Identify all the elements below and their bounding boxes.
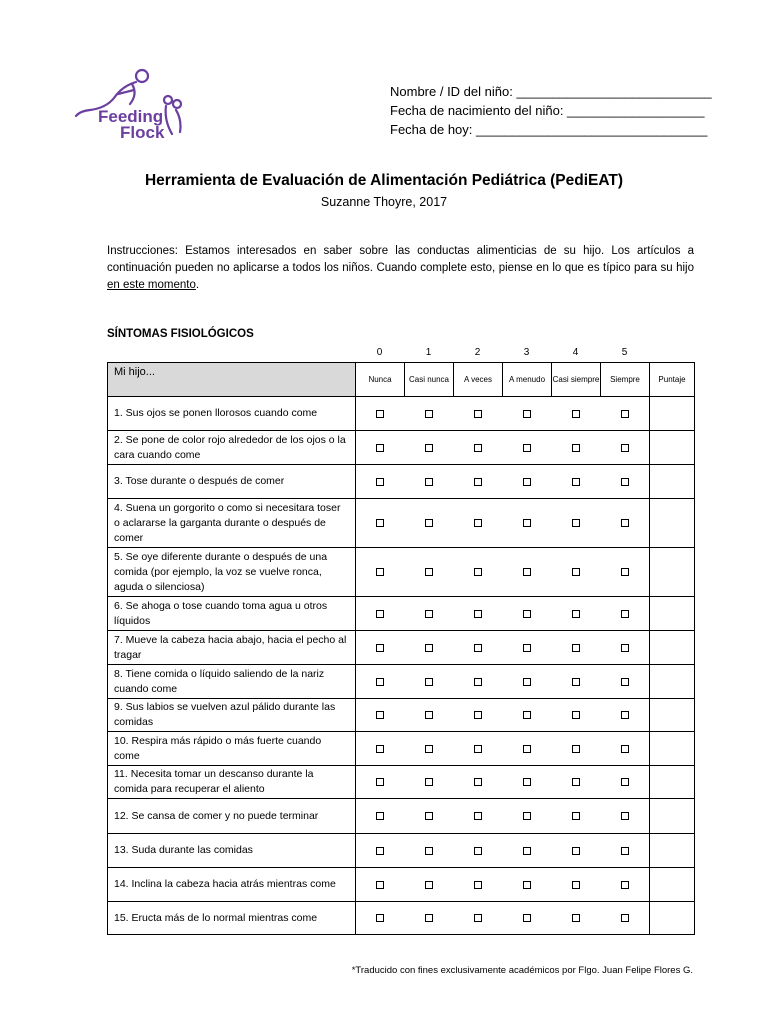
- answer-checkbox[interactable]: [621, 644, 629, 652]
- answer-checkbox[interactable]: [572, 444, 580, 452]
- answer-checkbox[interactable]: [523, 745, 531, 753]
- table-row: [108, 732, 695, 766]
- answer-cell: [405, 548, 454, 597]
- answer-checkbox[interactable]: [523, 847, 531, 855]
- answer-cell: [454, 499, 503, 548]
- answer-checkbox[interactable]: [523, 644, 531, 652]
- answer-cell: [601, 766, 650, 799]
- answer-checkbox[interactable]: [376, 914, 384, 922]
- answer-cell: [601, 868, 650, 902]
- section-title: SÍNTOMAS FISIOLÓGICOS: [107, 328, 254, 340]
- answer-cell: [503, 465, 552, 499]
- answer-checkbox[interactable]: [572, 881, 580, 889]
- answer-cell: [454, 766, 503, 799]
- answer-checkbox[interactable]: [621, 568, 629, 576]
- table-row: [108, 631, 695, 665]
- scale-number: 3: [523, 347, 530, 358]
- answer-checkbox[interactable]: [523, 711, 531, 719]
- answer-cell: [454, 397, 503, 431]
- answer-cell: [356, 548, 405, 597]
- answer-cell: [601, 431, 650, 465]
- answer-checkbox[interactable]: [523, 478, 531, 486]
- answer-cell: [356, 902, 405, 935]
- answer-checkbox[interactable]: [425, 568, 433, 576]
- answer-checkbox[interactable]: [572, 610, 580, 618]
- answer-checkbox[interactable]: [621, 812, 629, 820]
- feeding-flock-logo: [72, 64, 190, 142]
- answer-cell: [405, 732, 454, 766]
- question-text: 12. Se cansa de comer y no puede terminar: [108, 799, 356, 834]
- answer-cell: [454, 548, 503, 597]
- answer-cell: [356, 868, 405, 902]
- answer-cell: [503, 732, 552, 766]
- answer-cell: [405, 597, 454, 631]
- scale-number: 4: [572, 347, 579, 358]
- answer-checkbox[interactable]: [425, 678, 433, 686]
- answer-checkbox[interactable]: [621, 881, 629, 889]
- answer-checkbox[interactable]: [523, 778, 531, 786]
- instructions-end: .: [195, 279, 200, 291]
- answer-checkbox[interactable]: [376, 410, 384, 418]
- score-cell[interactable]: [650, 548, 695, 597]
- answer-cell: [454, 799, 503, 834]
- answer-cell: [454, 834, 503, 868]
- answer-checkbox[interactable]: [474, 847, 482, 855]
- score-cell[interactable]: [650, 834, 695, 868]
- header-option: Casi nunca: [405, 363, 454, 397]
- answer-checkbox[interactable]: [523, 914, 531, 922]
- answer-cell: [454, 732, 503, 766]
- answer-cell: [601, 631, 650, 665]
- score-cell[interactable]: [650, 597, 695, 631]
- answer-checkbox[interactable]: [523, 881, 531, 889]
- answer-checkbox[interactable]: [474, 610, 482, 618]
- answer-cell: [356, 597, 405, 631]
- answer-cell: [552, 834, 601, 868]
- answer-checkbox[interactable]: [474, 778, 482, 786]
- answer-checkbox[interactable]: [621, 847, 629, 855]
- score-cell[interactable]: [650, 631, 695, 665]
- answer-checkbox[interactable]: [376, 610, 384, 618]
- scale-number: 2: [474, 347, 481, 358]
- answer-checkbox[interactable]: [376, 711, 384, 719]
- answer-checkbox[interactable]: [376, 519, 384, 527]
- logo-text-feeding: Feeding: [98, 107, 164, 126]
- answer-checkbox[interactable]: [621, 478, 629, 486]
- header-option: A menudo: [503, 363, 552, 397]
- table-row: [108, 902, 695, 935]
- table-row: [108, 397, 695, 431]
- answer-checkbox[interactable]: [425, 914, 433, 922]
- answer-cell: [405, 499, 454, 548]
- answer-checkbox[interactable]: [425, 881, 433, 889]
- answer-checkbox[interactable]: [523, 812, 531, 820]
- answer-cell: [503, 397, 552, 431]
- table-row: [108, 766, 695, 799]
- score-cell[interactable]: [650, 799, 695, 834]
- answer-cell: [454, 665, 503, 699]
- table-row: [108, 465, 695, 499]
- header-item: Mi hijo...: [108, 363, 356, 397]
- answer-cell: [454, 699, 503, 732]
- answer-cell: [503, 834, 552, 868]
- answer-cell: [454, 431, 503, 465]
- score-cell[interactable]: [650, 868, 695, 902]
- translation-footnote: *Traducido con fines exclusivamente académicos por Flgo. Juan Felipe Flores G.: [351, 965, 693, 976]
- patient-info-block: [390, 82, 712, 139]
- answer-checkbox[interactable]: [425, 444, 433, 452]
- answer-checkbox[interactable]: [376, 644, 384, 652]
- answer-checkbox[interactable]: [572, 778, 580, 786]
- header-option: Nunca: [356, 363, 405, 397]
- answer-checkbox[interactable]: [474, 881, 482, 889]
- scale-number: 1: [425, 347, 432, 358]
- answer-checkbox[interactable]: [474, 644, 482, 652]
- answer-cell: [552, 868, 601, 902]
- answer-cell: [601, 732, 650, 766]
- answer-cell: [356, 631, 405, 665]
- table-row: [108, 868, 695, 902]
- question-text: 4. Suena un gorgorito o como si necesitara toser o aclararse la garganta durante o después de comer: [108, 499, 356, 548]
- answer-checkbox[interactable]: [376, 847, 384, 855]
- score-cell[interactable]: [650, 465, 695, 499]
- answer-checkbox[interactable]: [523, 410, 531, 418]
- answer-cell: [503, 902, 552, 935]
- answer-checkbox[interactable]: [621, 745, 629, 753]
- answer-checkbox[interactable]: [425, 812, 433, 820]
- answer-cell: [552, 597, 601, 631]
- answer-cell: [356, 665, 405, 699]
- answer-cell: [601, 699, 650, 732]
- answer-cell: [601, 397, 650, 431]
- answer-cell: [503, 597, 552, 631]
- answer-cell: [503, 548, 552, 597]
- answer-checkbox[interactable]: [425, 711, 433, 719]
- answer-checkbox[interactable]: [523, 519, 531, 527]
- question-text: 10. Respira más rápido o más fuerte cuando come: [108, 732, 356, 766]
- answer-checkbox[interactable]: [425, 644, 433, 652]
- answer-checkbox[interactable]: [523, 610, 531, 618]
- answer-cell: [454, 902, 503, 935]
- instructions: [107, 243, 694, 294]
- score-cell[interactable]: [650, 431, 695, 465]
- answer-cell: [601, 902, 650, 935]
- table-header-row: [108, 363, 695, 397]
- answer-checkbox[interactable]: [621, 914, 629, 922]
- scale-numbers: [355, 347, 649, 361]
- answer-checkbox[interactable]: [474, 745, 482, 753]
- answer-cell: [601, 834, 650, 868]
- answer-checkbox[interactable]: [376, 778, 384, 786]
- answer-cell: [552, 631, 601, 665]
- table-row: [108, 834, 695, 868]
- answer-checkbox[interactable]: [376, 678, 384, 686]
- answer-cell: [454, 597, 503, 631]
- child-name-field[interactable]: Nombre / ID del niño: ___________________________: [390, 84, 712, 99]
- answer-cell: [405, 902, 454, 935]
- answer-cell: [405, 799, 454, 834]
- answer-checkbox[interactable]: [572, 847, 580, 855]
- symptoms-table: [107, 362, 695, 935]
- answer-checkbox[interactable]: [474, 410, 482, 418]
- answer-checkbox[interactable]: [572, 745, 580, 753]
- table-row: [108, 499, 695, 548]
- document-title: Herramienta de Evaluación de Alimentación Pediátrica (PediEAT): [144, 172, 624, 189]
- answer-checkbox[interactable]: [572, 519, 580, 527]
- answer-checkbox[interactable]: [425, 778, 433, 786]
- answer-cell: [552, 397, 601, 431]
- answer-checkbox[interactable]: [474, 812, 482, 820]
- document-author: Suzanne Thoyre, 2017: [320, 195, 448, 209]
- answer-cell: [503, 499, 552, 548]
- answer-cell: [405, 631, 454, 665]
- answer-checkbox[interactable]: [572, 812, 580, 820]
- score-cell[interactable]: [650, 499, 695, 548]
- table-row: [108, 431, 695, 465]
- answer-cell: [356, 397, 405, 431]
- scale-number: 5: [621, 347, 628, 358]
- answer-cell: [601, 597, 650, 631]
- question-text: 1. Sus ojos se ponen llorosos cuando come: [108, 397, 356, 431]
- table-row: [108, 548, 695, 597]
- answer-cell: [454, 631, 503, 665]
- question-text: 11. Necesita tomar un descanso durante la comida para recuperar el aliento: [108, 766, 356, 799]
- answer-checkbox[interactable]: [621, 444, 629, 452]
- answer-cell: [356, 499, 405, 548]
- answer-cell: [552, 431, 601, 465]
- table-row: [108, 597, 695, 631]
- answer-checkbox[interactable]: [376, 812, 384, 820]
- scale-number: 0: [376, 347, 383, 358]
- answer-checkbox[interactable]: [376, 444, 384, 452]
- answer-cell: [405, 699, 454, 732]
- answer-checkbox[interactable]: [621, 610, 629, 618]
- answer-cell: [356, 834, 405, 868]
- answer-cell: [601, 799, 650, 834]
- answer-checkbox[interactable]: [425, 478, 433, 486]
- answer-cell: [601, 548, 650, 597]
- answer-cell: [552, 665, 601, 699]
- score-cell[interactable]: [650, 699, 695, 732]
- question-text: 5. Se oye diferente durante o después de una comida (por ejemplo, la voz se vuelve ronca, aguda o silenciosa): [108, 548, 356, 597]
- answer-checkbox[interactable]: [474, 568, 482, 576]
- answer-checkbox[interactable]: [572, 410, 580, 418]
- logo-text-flock: Flock: [120, 123, 165, 142]
- answer-checkbox[interactable]: [425, 519, 433, 527]
- answer-cell: [356, 699, 405, 732]
- answer-checkbox[interactable]: [474, 914, 482, 922]
- answer-checkbox[interactable]: [425, 610, 433, 618]
- score-cell[interactable]: [650, 766, 695, 799]
- question-text: 8. Tiene comida o líquido saliendo de la nariz cuando come: [108, 665, 356, 699]
- answer-checkbox[interactable]: [523, 568, 531, 576]
- answer-checkbox[interactable]: [425, 847, 433, 855]
- today-date-field[interactable]: Fecha de hoy: ________________________________: [390, 122, 708, 137]
- instructions-emphasis: en este momento: [107, 279, 196, 291]
- score-cell[interactable]: [650, 397, 695, 431]
- answer-checkbox[interactable]: [523, 444, 531, 452]
- answer-cell: [601, 499, 650, 548]
- answer-checkbox[interactable]: [425, 745, 433, 753]
- answer-cell: [552, 499, 601, 548]
- header-option: A veces: [454, 363, 503, 397]
- answer-checkbox[interactable]: [621, 711, 629, 719]
- header-option: Siempre: [601, 363, 650, 397]
- answer-checkbox[interactable]: [523, 678, 531, 686]
- answer-cell: [552, 766, 601, 799]
- answer-cell: [356, 766, 405, 799]
- score-cell[interactable]: [650, 732, 695, 766]
- score-cell[interactable]: [650, 902, 695, 935]
- answer-cell: [356, 465, 405, 499]
- answer-cell: [601, 665, 650, 699]
- answer-checkbox[interactable]: [572, 568, 580, 576]
- answer-checkbox[interactable]: [474, 711, 482, 719]
- question-text: 14. Inclina la cabeza hacia atrás mientras come: [108, 868, 356, 902]
- answer-cell: [405, 766, 454, 799]
- answer-checkbox[interactable]: [376, 745, 384, 753]
- answer-cell: [405, 465, 454, 499]
- answer-cell: [503, 431, 552, 465]
- question-text: 2. Se pone de color rojo alrededor de los ojos o la cara cuando come: [108, 431, 356, 465]
- answer-cell: [503, 868, 552, 902]
- header-score: Puntaje: [650, 363, 695, 397]
- table-row: [108, 699, 695, 732]
- answer-cell: [552, 799, 601, 834]
- question-text: 15. Eructa más de lo normal mientras come: [108, 902, 356, 935]
- answer-cell: [552, 699, 601, 732]
- answer-checkbox[interactable]: [425, 410, 433, 418]
- table-row: [108, 799, 695, 834]
- answer-cell: [356, 732, 405, 766]
- birth-date-field[interactable]: Fecha de nacimiento del niño: ___________________: [390, 103, 705, 118]
- answer-cell: [601, 465, 650, 499]
- answer-cell: [552, 732, 601, 766]
- table-row: [108, 665, 695, 699]
- answer-cell: [454, 465, 503, 499]
- answer-cell: [552, 465, 601, 499]
- answer-cell: [405, 834, 454, 868]
- answer-checkbox[interactable]: [572, 914, 580, 922]
- answer-cell: [503, 799, 552, 834]
- answer-cell: [405, 397, 454, 431]
- answer-checkbox[interactable]: [474, 519, 482, 527]
- question-text: 6. Se ahoga o tose cuando toma agua u otros líquidos: [108, 597, 356, 631]
- answer-checkbox[interactable]: [572, 478, 580, 486]
- answer-checkbox[interactable]: [474, 678, 482, 686]
- question-text: 9. Sus labios se vuelven azul pálido durante las comidas: [108, 699, 356, 732]
- answer-cell: [503, 766, 552, 799]
- answer-checkbox[interactable]: [621, 519, 629, 527]
- answer-checkbox[interactable]: [572, 644, 580, 652]
- answer-checkbox[interactable]: [376, 478, 384, 486]
- answer-cell: [405, 868, 454, 902]
- answer-cell: [405, 431, 454, 465]
- question-text: 7. Mueve la cabeza hacia abajo, hacia el pecho al tragar: [108, 631, 356, 665]
- answer-cell: [552, 548, 601, 597]
- answer-checkbox[interactable]: [621, 410, 629, 418]
- answer-cell: [454, 868, 503, 902]
- answer-cell: [405, 665, 454, 699]
- answer-cell: [552, 902, 601, 935]
- answer-checkbox[interactable]: [474, 444, 482, 452]
- question-text: 3. Tose durante o después de comer: [108, 465, 356, 499]
- answer-cell: [503, 665, 552, 699]
- header-option: Casi siempre: [552, 363, 601, 397]
- answer-checkbox[interactable]: [572, 678, 580, 686]
- answer-checkbox[interactable]: [474, 478, 482, 486]
- answer-checkbox[interactable]: [621, 678, 629, 686]
- answer-checkbox[interactable]: [376, 881, 384, 889]
- answer-checkbox[interactable]: [621, 778, 629, 786]
- question-text: 13. Suda durante las comidas: [108, 834, 356, 868]
- answer-checkbox[interactable]: [376, 568, 384, 576]
- instructions-text: Instrucciones: Estamos interesados en saber sobre las conductas alimenticias de su hijo. Los artículos a continuación pueden no aplicarse a todos los niños. Cuando complete esto, piense en lo que es típico para su hijo: [107, 245, 694, 274]
- answer-checkbox[interactable]: [572, 711, 580, 719]
- answer-cell: [503, 631, 552, 665]
- answer-cell: [356, 431, 405, 465]
- score-cell[interactable]: [650, 665, 695, 699]
- answer-cell: [503, 699, 552, 732]
- answer-cell: [356, 799, 405, 834]
